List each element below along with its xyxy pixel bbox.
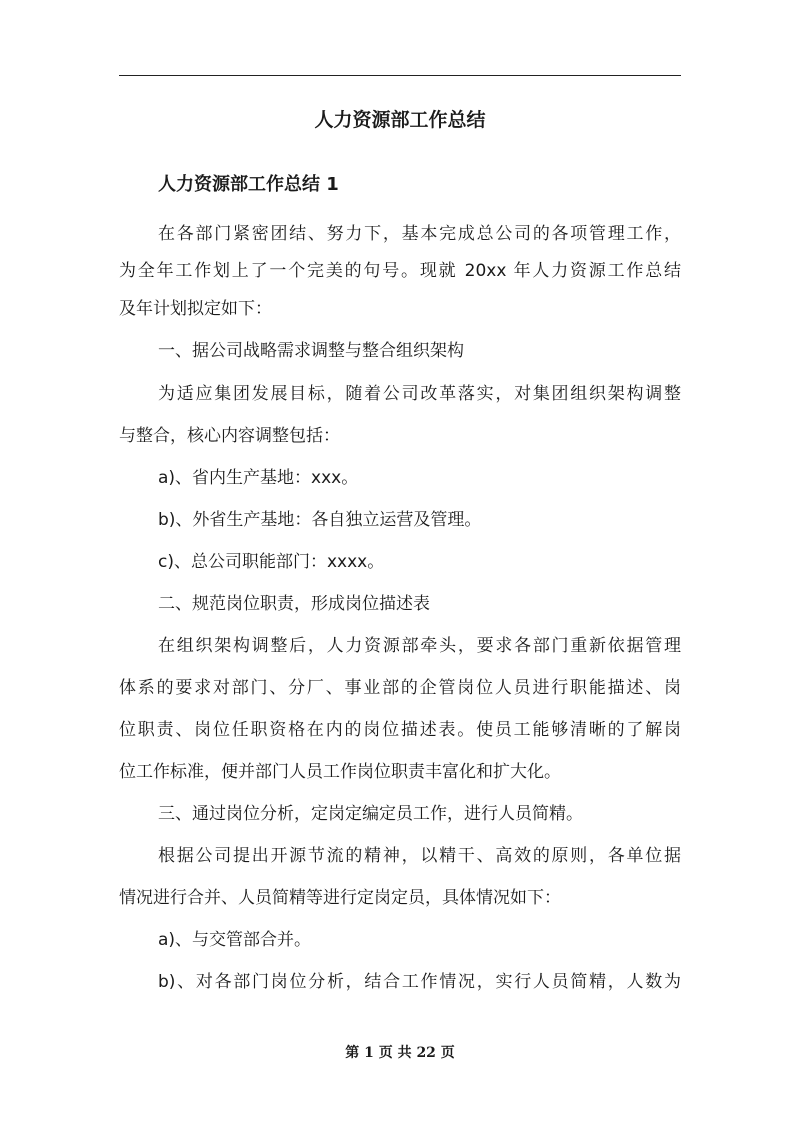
page-number-footer: 第 1 页 共 22 页 [345,1045,455,1061]
paragraph-line: 体系的要求对部门、分厂、事业部的企管岗位人员进行职能描述、岗 [119,678,681,698]
subheading-line: 二、规范岗位职责，形成岗位描述表 [158,594,430,614]
list-item: c)、总公司职能部门：xxxx。 [158,552,385,572]
paragraph-line: 根据公司提出开源节流的精神，以精干、高效的原则，各单位据 [158,846,681,866]
list-item: a)、与交管部合并。 [158,930,312,950]
paragraph-line: 及年计划拟定如下： [119,299,272,319]
paragraph-line: 与整合，核心内容调整包括： [119,426,340,446]
list-item: b)、外省生产基地：各自独立运营及管理。 [158,510,482,530]
paragraph-line: 在各部门紧密团结、努力下，基本完成总公司的各项管理工作， [158,224,681,244]
paragraph-line: 情况进行合并、人员简精等进行定岗定员，具体情况如下： [119,888,561,908]
paragraph-line: 为适应集团发展目标，随着公司改革落实，对集团组织架构调整 [158,384,681,404]
paragraph-line: 为全年工作划上了一个完美的句号。现就 20xx 年人力资源工作总结 [119,261,681,281]
section-heading: 人力资源部工作总结 1 [158,174,339,195]
paragraph-line: 在组织架构调整后，人力资源部牵头，要求各部门重新依据管理 [158,636,681,656]
header-rule [119,75,681,76]
subheading-line: 三、通过岗位分析，定岗定编定员工作，进行人员简精。 [158,804,583,824]
list-item: a)、省内生产基地：xxx。 [158,468,359,488]
paragraph-line: 位职责、岗位任职资格在内的岗位描述表。使员工能够清晰的了解岗 [119,720,681,740]
list-item: b)、对各部门岗位分析，结合工作情况，实行人员简精，人数为 [158,972,681,992]
subheading-line: 一、据公司战略需求调整与整合组织架构 [158,341,464,361]
document-title: 人力资源部工作总结 [314,109,486,131]
paragraph-line: 位工作标准，便并部门人员工作岗位职责丰富化和扩大化。 [119,762,561,782]
